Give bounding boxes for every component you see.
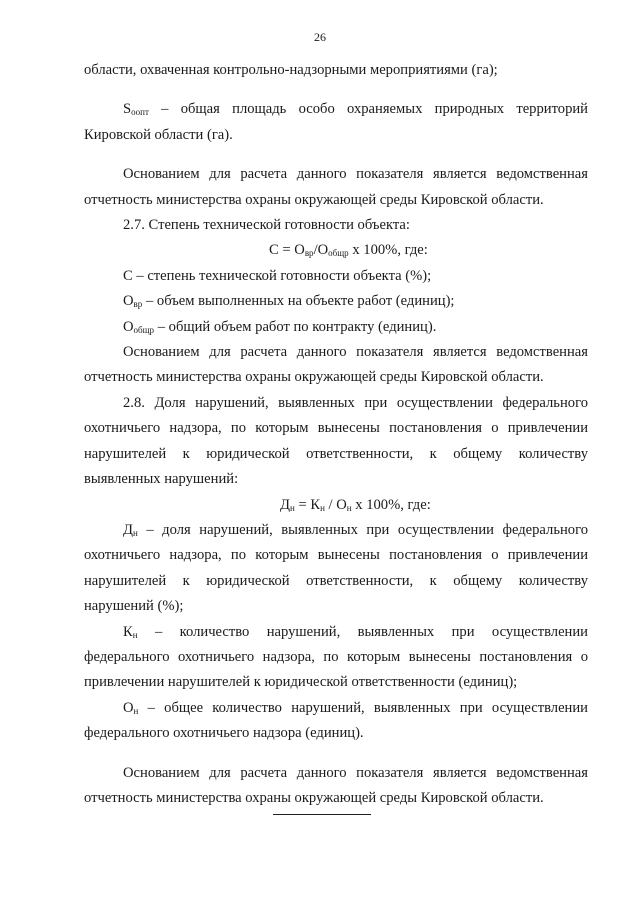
text-line: выявленных нарушений:: [84, 471, 239, 488]
oob-definition: $О_{общр}$ – общий объем работ по контракту (единиц).: [123, 318, 437, 335]
text-line: нарушителей к юридической ответственности, к общему количеству: [84, 445, 588, 462]
text-line: привлечении нарушителей к юридической ответственности (единиц);: [84, 674, 518, 691]
formula: $С = О_{вр}/О_{общр}$ х 100%, где:: [269, 242, 428, 259]
section-heading: 2.8. Доля нарушений, выявленных при осуществлении федерального: [123, 394, 588, 411]
text-line: нарушений (%);: [84, 598, 184, 615]
text-line: отчетность министерства охраны окружающей среды Кировской области.: [84, 789, 544, 806]
on-definition: $О_н$ – общее количество нарушений, выявленных при осуществлении: [123, 699, 588, 716]
ovr-definition: $О_{вр}$ – объем выполненных на объекте работ (единиц);: [123, 293, 455, 310]
basis-paragraph: Основанием для расчета данного показателя является ведомственная: [123, 344, 588, 361]
basis-paragraph: Основанием для расчета данного показателя является ведомственная: [123, 764, 588, 781]
page-body: [84, 58, 588, 811]
text-line: федерального охотничьего надзора (единиц).: [84, 725, 364, 742]
text-line: отчетность министерства охраны окружающей среды Кировской области.: [84, 191, 544, 208]
text-line: области, охваченная контрольно-надзорными мероприятиями (га);: [84, 62, 498, 78]
text-line: федерального охотничьего надзора, по которым вынесены постановления о: [84, 648, 588, 665]
text-line: нарушителей к юридической ответственности, к общему количеству: [84, 572, 588, 589]
soopt-definition: $S_{оопт}$ – общая площадь особо охраняемых природных территорий: [123, 101, 588, 118]
section-heading: 2.7. Степень технической готовности объекта:: [123, 217, 410, 234]
text-line: охотничьего надзора, по которым вынесены постановления о привлечении: [84, 420, 588, 437]
kn-definition: $К_н$ – количество нарушений, выявленных при осуществлении: [123, 623, 588, 640]
formula: $Д_н = К_н / О_н$ х 100%, где:: [280, 496, 431, 513]
dn-definition: $Д_н$ – доля нарушений, выявленных при осуществлении федерального: [123, 521, 588, 538]
closing-rule: [273, 814, 371, 815]
text-line: отчетность министерства охраны окружающей среды Кировской области.: [84, 369, 544, 386]
text-line: Кировской области (га).: [84, 126, 233, 143]
text-line: охотничьего надзора, по которым вынесены постановления о привлечении: [84, 547, 588, 564]
c-definition: С – степень технической готовности объекта (%);: [123, 267, 432, 284]
page-number: 26: [314, 30, 326, 44]
basis-paragraph: Основанием для расчета данного показателя является ведомственная: [123, 166, 588, 183]
